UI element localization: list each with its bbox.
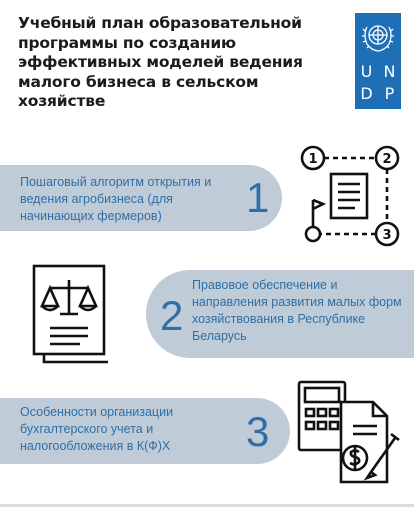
legal-document-scales-icon [30,262,122,368]
item-1-number: 1 [246,174,270,221]
item-3-number: 3 [246,408,270,455]
accounting-calculator-icon [295,376,403,486]
item-1-text: Пошаговый алгоритм открытия и ведения агробизнеса (для начинающих фермеров) [20,175,212,223]
logo-letter-n: N [383,62,396,81]
algorithm-flow-icon [295,142,405,248]
logo-letter-p: P [384,84,395,103]
flow-step-3: 3 [382,228,392,243]
undp-logo [355,13,401,109]
logo-letter-u: U [360,62,373,81]
item-2-text: Правовое обеспечение и направления развития малых форм хозяйствования в Республике Беларусь [192,278,402,343]
page-title: Учебный план образовательной программы по созданию эффективных моделей ведения малого бизнеса в сельском хозяйстве [18,14,303,110]
flow-step-2: 2 [382,152,392,167]
item-2-number: 2 [160,292,184,339]
un-emblem-icon [360,17,396,57]
logo-letter-d: D [360,84,373,103]
item-3-text: Особенности организации бухгалтерского учета и налогообложения в К(Ф)Х [20,405,174,453]
flow-step-1: 1 [308,152,318,167]
bottom-divider [0,504,414,507]
